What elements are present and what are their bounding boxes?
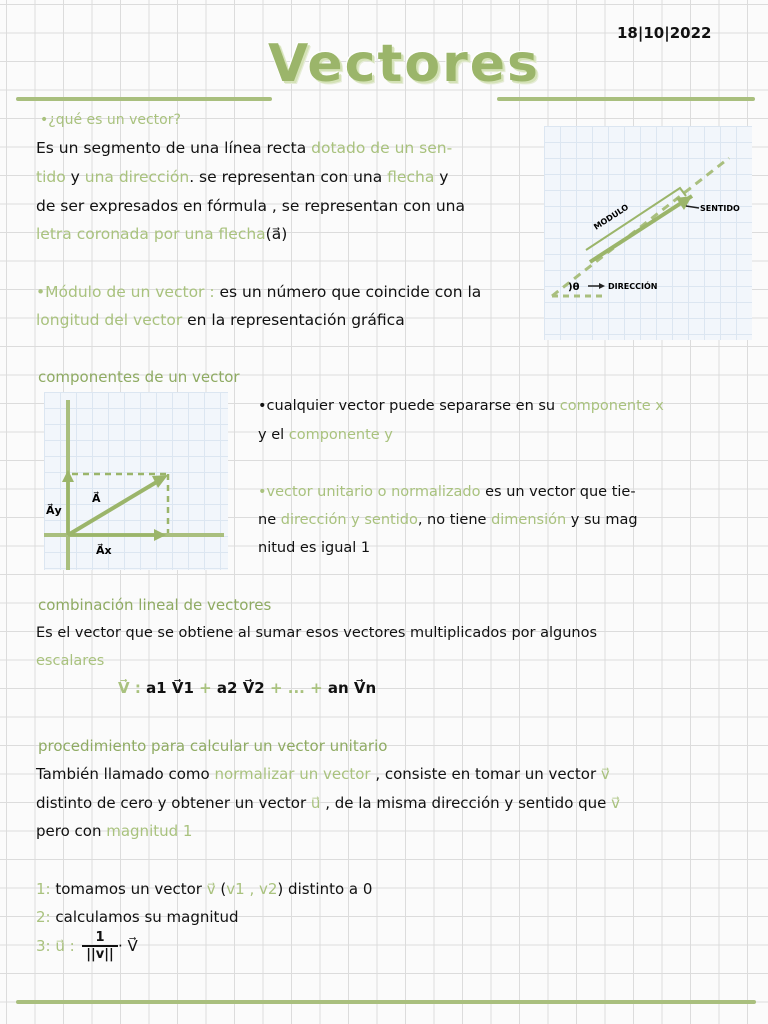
intro-line-2 <box>36 167 448 187</box>
unitario-line-3: nitud es igual 1 <box>258 540 371 556</box>
highlight: v⃗ <box>206 880 216 898</box>
procedimiento-line-3 <box>36 821 192 841</box>
step-3-v: · V⃗ <box>118 937 138 955</box>
componentes-line-1 <box>258 396 664 416</box>
componentes-heading: componentes de un vector <box>38 368 240 386</box>
text: . se representan con una <box>189 168 388 186</box>
bottom-rule <box>16 1000 756 1004</box>
componentes-line-2 <box>258 425 393 445</box>
ay-head <box>62 470 74 482</box>
sentido-pointer <box>686 206 699 208</box>
step-1 <box>36 879 372 899</box>
text: Es un segmento de una línea recta <box>36 139 312 157</box>
text: y <box>434 168 449 186</box>
formula-term-2: a2 V⃗2 <box>216 679 265 697</box>
text: pero con <box>36 822 107 840</box>
highlight: tido <box>36 168 66 186</box>
highlight: v⃗ <box>600 765 610 783</box>
procedimiento-heading: procedimiento para calcular un vector unitario <box>38 737 388 755</box>
formula-ellipsis: + ... + <box>264 679 328 697</box>
vector-diagram <box>544 126 752 340</box>
unitario-line-2 <box>258 510 638 530</box>
text: También llamado como <box>36 765 215 783</box>
text: calculamos su magnitud <box>50 908 239 926</box>
formula-v: V⃗ <box>118 679 130 697</box>
text: y <box>65 168 85 186</box>
vector-diagram-svg <box>544 126 752 340</box>
highlight: dirección y sentido <box>280 512 418 528</box>
text: y el <box>258 427 289 443</box>
step-number: 3: <box>36 937 51 955</box>
vector-arrow-line <box>590 196 692 262</box>
step-number: 2: <box>36 908 51 926</box>
text: ( <box>215 880 227 898</box>
combinacion-heading: combinación lineal de vectores <box>38 596 272 614</box>
text: , de la misma dirección y sentido que <box>320 794 612 812</box>
highlight: magnitud 1 <box>106 822 193 840</box>
combinacion-line-1: Es el vector que se obtiene al sumar esos vectores multiplicados por algunos <box>36 625 598 641</box>
label-ax: A⃗x <box>96 544 112 557</box>
highlight: normalizar un vector <box>214 765 371 783</box>
step-number: 1: <box>36 880 51 898</box>
fraction-denominator: ||v|| <box>82 945 118 962</box>
formula-plus: + <box>193 679 217 697</box>
text: es un número que coincide con la <box>214 283 482 301</box>
highlight: •vector unitario o normalizado <box>258 484 481 500</box>
highlight: •Módulo de un vector : <box>36 283 215 301</box>
text: distinto de cero y obtener un vector <box>36 794 311 812</box>
highlight: v1 , v2 <box>226 880 278 898</box>
components-diagram <box>44 392 228 570</box>
label-direccion: DIRECCIÓN <box>608 282 658 291</box>
intro-line-4 <box>36 224 287 244</box>
fraction <box>82 930 118 962</box>
highlight: longitud del vector <box>36 311 183 329</box>
intro-line-1 <box>36 138 452 158</box>
components-diagram-svg <box>44 392 228 570</box>
highlight: componente x <box>559 398 664 414</box>
text: , no tiene <box>417 512 492 528</box>
label-theta: )θ <box>568 282 580 293</box>
highlight: dimensión <box>491 512 567 528</box>
combinacion-line-2: escalares <box>36 653 105 669</box>
question-heading: •¿qué es un vector? <box>40 112 181 128</box>
vector-a-line <box>68 480 160 535</box>
highlight: u⃗ <box>310 794 321 812</box>
text: •cualquier vector puede separarse en su <box>258 398 560 414</box>
modulo-line-2 <box>36 310 405 330</box>
modulo-line-1 <box>36 282 481 302</box>
label-ay: A⃗y <box>46 504 62 517</box>
highlight: dotado de un sen- <box>311 139 453 157</box>
formula-colon: : <box>129 679 147 697</box>
unitario-line-1 <box>258 482 636 502</box>
formula-term-n: an V⃗n <box>327 679 377 697</box>
formula-term-1: a1 V⃗1 <box>146 679 194 697</box>
label-modulo: MODULO <box>592 202 631 232</box>
ax-head <box>154 529 166 541</box>
highlight: v⃗ <box>611 794 621 812</box>
step-3 <box>36 936 75 956</box>
text: ne <box>258 512 281 528</box>
text: tomamos un vector <box>50 880 207 898</box>
fraction-numerator: 1 <box>95 930 105 945</box>
direccion-arrow-head <box>599 283 605 289</box>
text: en la representación gráfica <box>182 311 405 329</box>
label-sentido: SENTIDO <box>700 204 740 213</box>
highlight: letra coronada por una flecha <box>36 225 266 243</box>
text: (a⃗) <box>265 225 288 243</box>
combinacion-formula <box>118 678 376 698</box>
text: ) distinto a 0 <box>277 880 373 898</box>
procedimiento-line-1 <box>36 764 610 784</box>
highlight: una dirección <box>84 168 190 186</box>
date: 18|10|2022 <box>617 24 712 42</box>
page-title: Vectores <box>268 34 540 94</box>
highlight: componente y <box>288 427 393 443</box>
procedimiento-line-2 <box>36 793 620 813</box>
title-rule-right <box>497 97 755 101</box>
label-a: A⃗ <box>92 492 101 505</box>
title-rule-left <box>16 97 272 101</box>
text: , consiste en tomar un vector <box>370 765 601 783</box>
step-2 <box>36 907 238 927</box>
highlight: u⃗ : <box>50 937 75 955</box>
highlight: flecha <box>387 168 435 186</box>
intro-line-3: de ser expresados en fórmula , se representan con una <box>36 197 465 215</box>
text: y su mag <box>566 512 638 528</box>
text: es un vector que tie- <box>480 484 636 500</box>
